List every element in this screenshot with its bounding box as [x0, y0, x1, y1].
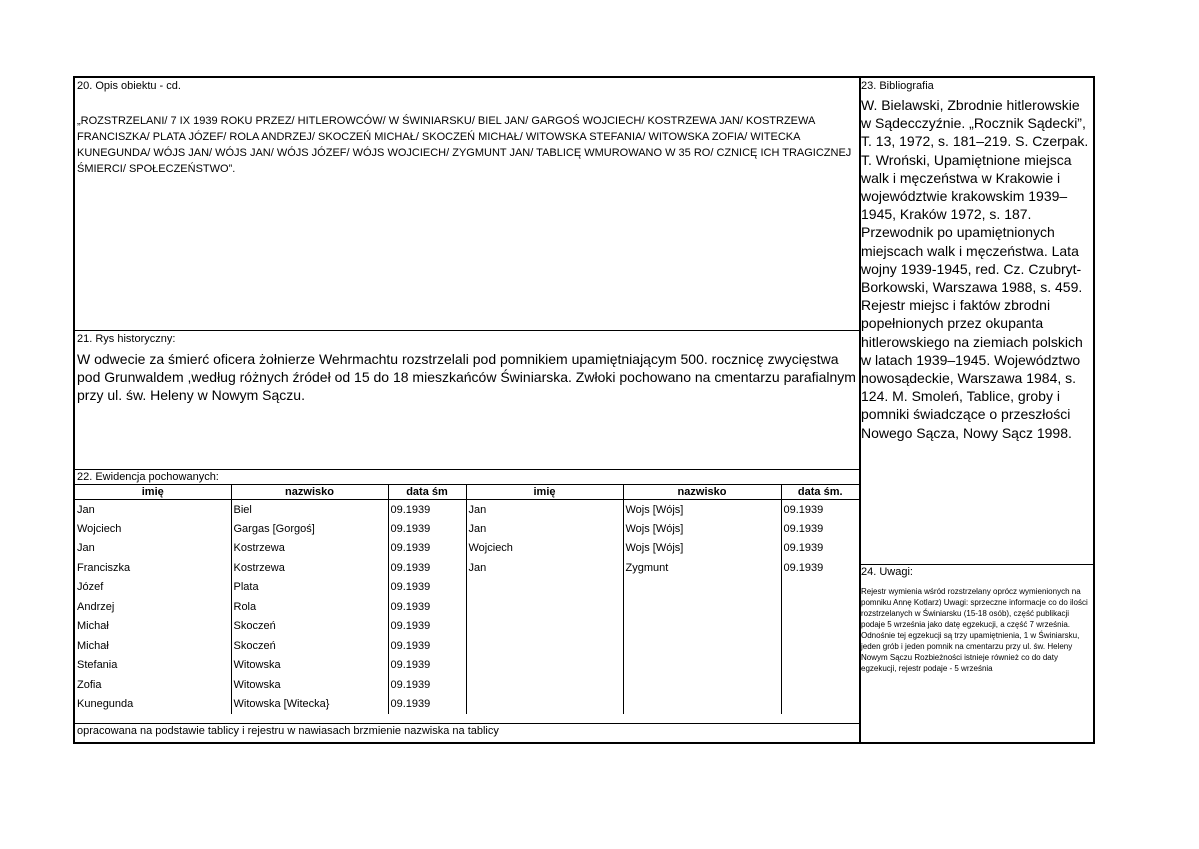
section-24-remarks: [861, 566, 1093, 742]
table-cell: Witowska: [231, 656, 388, 676]
table-cell: Biel: [231, 500, 388, 520]
table-cell: Wojs [Wójs]: [623, 500, 781, 520]
table-cell: [781, 695, 859, 715]
section-22-title: 22. Ewidencja pochowanych:: [77, 471, 219, 483]
section-21-title: 21. Rys historyczny:: [77, 333, 176, 345]
table-cell: Witowska [Witecka}: [231, 695, 388, 715]
table-cell: Kostrzewa: [231, 558, 388, 578]
table-row: [75, 617, 859, 637]
header-surname-2: nazwisko: [623, 485, 781, 500]
table-cell: 09.1939: [781, 519, 859, 539]
table-cell: [781, 656, 859, 676]
table-row: [75, 636, 859, 656]
table-cell: [466, 656, 623, 676]
table-cell: 09.1939: [388, 675, 466, 695]
table-cell: 09.1939: [781, 500, 859, 520]
record-card: [73, 76, 1095, 744]
table-row: [75, 675, 859, 695]
remarks-text: Rejestr wymienia wśród rozstrzelany oprócz wymienionych na pomniku Annę Kotlarz) Uwagi: sprzeczne informacje co do ilości rozstrzelanych w Świniarsku (15-18 osób), część publikacji podaje 5 września jako datę egzekucji, a część 7 września. Odnośnie tej egzekucji są trzy upamiętnienia, 1 w Świniarsku, jeden grób i jeden pomnik na cmentarzu przy ul. św. Heleny Nowym Sączu Rozbieżności istnieje również co do daty egzekucji, rejestr podaje - 5 września: [861, 587, 1088, 673]
header-first-name: imię: [75, 485, 231, 500]
table-row: [75, 519, 859, 539]
inscription-text: „ROZSTRZELANI/ 7 IX 1939 ROKU PRZEZ/ HITLEROWCÓW/ W ŚWINIARSKU/ BIEL JAN/ GARGOŚ WOJCIECH/ KOSTRZEWA JAN/ KOSTRZEWA FRANCISZKA/ PLATA JÓZEF/ ROLA ANDRZEJ/ SKOCZEŃ MICHAŁ/ SKOCZEŃ MICHAŁ/ WITOWSKA STEFANIA/ WITOWSKA ZOFIA/ WITECKA KUNEGUNDA/ WÓJS JAN/ WÓJS JAN/ WÓJS JÓZEF/ WÓJS WOJCIECH/ ZYGMUNT JAN/ TABLICĘ WMUROWANO W 35 RO/ CZNICĘ ICH TRAGICZNEJ ŚMIERCI/ SPOŁECZEŃSTWO”.: [77, 115, 852, 175]
table-cell: Jan: [77, 542, 95, 555]
table-row: [75, 695, 859, 715]
table-cell: Wojs [Wójs]: [623, 539, 781, 559]
table-row: [75, 656, 859, 676]
table-cell: Stefania: [77, 659, 118, 672]
table-cell: [623, 636, 781, 656]
table-row: [75, 539, 859, 559]
table-cell: [623, 675, 781, 695]
table-cell: [623, 578, 781, 598]
table-cell: [466, 695, 623, 715]
table-cell: [466, 675, 623, 695]
table-cell: 09.1939: [388, 656, 466, 676]
table-cell: Michał: [77, 639, 109, 652]
section-23-bibliography: [861, 80, 1093, 564]
table-cell: [466, 578, 623, 598]
burial-table: [75, 484, 859, 714]
table-row: [75, 500, 859, 520]
table-cell: 09.1939: [388, 617, 466, 637]
table-cell: 09.1939: [388, 597, 466, 617]
table-cell: Plata: [231, 578, 388, 598]
section-20-title: 20. Opis obiektu - cd.: [77, 80, 181, 92]
table-cell: Kostrzewa: [231, 539, 388, 559]
section-21-history: [77, 333, 857, 469]
table-row: [75, 558, 859, 578]
table-cell: Franciszka: [77, 561, 131, 574]
table-cell: Kunegunda: [77, 698, 134, 711]
history-text: W odwecie za śmierć oficera żołnierze Wehrmachtu rozstrzelali pod pomnikiem upamiętniającym 500. rocznicę zwycięstwa pod Grunwaldem ,według różnych źródeł od 15 do 18 mieszkańców Świniarska. Zwłoki pochowano na cmentarzu parafialnym przy ul. św. Heleny w Nowym Sączu.: [77, 351, 856, 403]
table-cell: Jan: [466, 558, 623, 578]
table-cell: Jan: [466, 519, 623, 539]
table-cell: [466, 617, 623, 637]
table-row: [75, 597, 859, 617]
table-cell: 09.1939: [388, 500, 466, 520]
table-cell: 09.1939: [388, 519, 466, 539]
table-cell: [781, 578, 859, 598]
burial-table-note: opracowana na podstawie tablicy i rejestru w nawiasach brzmienie nazwiska na tablicy: [75, 723, 859, 738]
table-cell: 09.1939: [781, 558, 859, 578]
table-cell: Wojciech: [466, 539, 623, 559]
header-surname: nazwisko: [231, 485, 388, 500]
table-cell: Jan: [466, 500, 623, 520]
table-cell: 09.1939: [388, 578, 466, 598]
table-cell: Wojs [Wójs]: [623, 519, 781, 539]
bibliography-text: W. Bielawski, Zbrodnie hitlerowskie w Sądecczyźnie. „Rocznik Sądecki”, T. 13, 1972, s. 181–219. S. Czerpak. T. Wroński, Upamiętnione miejsca walk i męczeństwa w Krakowie i województwie krakowskim 1939–1945, Kraków 1972, s. 187. Przewodnik po upamiętnionych miejscach walk i męczeństwa. Lata wojny 1939-1945, red. Cz. Czubryt-Borkowski, Warszawa 1988, s. 459. Rejestr miejsc i faktów zbrodni popełnionych przez okupanta hitlerowskiego na ziemiach polskich w latach 1939–1945. Województwo nowosądeckie, Warszawa 1984, s. 124. M. Smoleń, Tablice, groby i pomniki świadczące o przeszłości Nowego Sącza, Nowy Sącz 1998.: [861, 97, 1089, 441]
table-cell: Rola: [231, 597, 388, 617]
table-cell: Skoczeń: [231, 617, 388, 637]
table-cell: 09.1939: [388, 558, 466, 578]
table-cell: 09.1939: [388, 636, 466, 656]
table-cell: Zygmunt: [623, 558, 781, 578]
table-cell: Józef: [77, 581, 104, 594]
table-cell: [623, 617, 781, 637]
table-row: [75, 578, 859, 598]
table-cell: Witowska: [231, 675, 388, 695]
table-cell: [781, 675, 859, 695]
table-cell: [623, 656, 781, 676]
table-cell: 09.1939: [388, 695, 466, 715]
section-24-title: 24. Uwagi:: [861, 566, 913, 578]
table-header-row: [75, 485, 859, 500]
section-23-title: 23. Bibliografia: [861, 80, 934, 92]
table-cell: [466, 597, 623, 617]
table-cell: Gargas [Gorgoś]: [231, 519, 388, 539]
table-cell: Zofia: [77, 678, 102, 691]
divider-23-24: [859, 564, 1093, 565]
header-death-date-2: data śm.: [781, 485, 859, 500]
table-cell: Michał: [77, 620, 109, 633]
table-cell: [781, 597, 859, 617]
table-cell: [623, 597, 781, 617]
header-first-name-2: imię: [466, 485, 623, 500]
table-cell: [781, 617, 859, 637]
table-cell: 09.1939: [781, 539, 859, 559]
table-cell: [466, 636, 623, 656]
table-cell: Skoczeń: [231, 636, 388, 656]
table-cell: Andrzej: [77, 600, 115, 613]
section-22-burials: [75, 470, 859, 742]
table-cell: Wojciech: [77, 522, 122, 535]
table-cell: [781, 636, 859, 656]
section-20-description: [77, 80, 857, 330]
table-cell: [623, 695, 781, 715]
table-cell: Jan: [77, 503, 95, 516]
table-cell: 09.1939: [388, 539, 466, 559]
header-death-date: data śm: [388, 485, 466, 500]
divider-20-21: [75, 330, 859, 331]
